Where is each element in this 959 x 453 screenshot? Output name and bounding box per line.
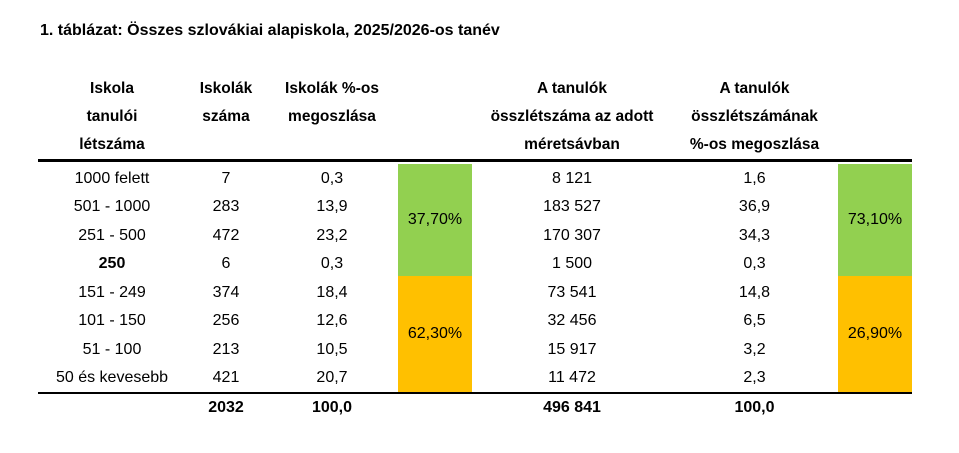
- students-cell: 183 527: [543, 198, 601, 215]
- header-school-count: [186, 75, 266, 131]
- school-pct-cell: 0,3: [320, 255, 344, 272]
- school-pct-cell: 20,7: [316, 369, 348, 386]
- students-cell: 15 917: [547, 341, 597, 358]
- student-pct-cell: 2,3: [743, 369, 766, 386]
- group-value: 26,90%: [847, 325, 903, 342]
- students-cell: 73 541: [547, 284, 597, 301]
- students-cell: 1 500: [551, 255, 593, 272]
- size-cell: 250: [98, 255, 126, 272]
- total-school-pct: 100,0: [311, 399, 353, 416]
- header-line: összlétszámának: [691, 108, 818, 125]
- students-group-upper: [838, 164, 912, 276]
- total-students: 496 841: [543, 399, 601, 416]
- student-pct-cell: 0,3: [743, 255, 766, 272]
- group-value: 37,70%: [407, 211, 463, 228]
- schools-cell: 283: [212, 198, 240, 215]
- students-group-lower: [838, 276, 912, 392]
- schools-cell: 213: [212, 341, 240, 358]
- total-student-pct: 100,0: [734, 399, 775, 416]
- schools-cell: 374: [212, 284, 240, 301]
- school-pct-cell: 18,4: [316, 284, 348, 301]
- schools-cell: 6: [221, 255, 231, 272]
- schools-group-lower: [398, 276, 472, 392]
- students-cell: 32 456: [547, 312, 597, 329]
- student-pct-cell: 6,5: [743, 312, 766, 329]
- header-line: Iskola: [90, 80, 134, 97]
- header-line: tanulói: [86, 108, 138, 125]
- header-student-pct: [672, 75, 837, 159]
- student-pct-cell: 36,9: [738, 198, 771, 215]
- students-cell: 170 307: [543, 227, 601, 244]
- header-line: száma: [202, 108, 250, 125]
- school-pct-cell: 0,3: [320, 170, 344, 187]
- header-line: A tanulók: [719, 80, 790, 97]
- size-cell: 151 - 249: [78, 284, 146, 301]
- student-pct-cell: 3,2: [743, 341, 766, 358]
- size-cell: 50 és kevesebb: [55, 369, 169, 386]
- group-value: 73,10%: [847, 211, 903, 228]
- header-line: összlétszáma az adott: [490, 108, 654, 125]
- header-line: méretsávban: [524, 136, 620, 153]
- students-cell: 11 472: [548, 369, 596, 386]
- header-line: Iskolák: [199, 80, 253, 97]
- school-pct-cell: 13,9: [316, 198, 348, 215]
- total-schools: 2032: [208, 399, 244, 416]
- size-cell: 1000 felett: [74, 170, 150, 187]
- school-pct-cell: 23,2: [316, 227, 348, 244]
- size-cell: 51 - 100: [82, 341, 142, 358]
- header-line: Iskolák %-os: [285, 80, 379, 97]
- table-title: 1. táblázat: Összes szlovákiai alapiskola, 2025/2026-os tanév: [40, 22, 500, 39]
- schools-cell: 472: [212, 227, 240, 244]
- header-school-pct: [266, 75, 398, 131]
- schools-cell: 256: [212, 312, 240, 329]
- schools-group-upper: [398, 164, 472, 276]
- header-line: megoszlása: [288, 108, 376, 125]
- student-pct-cell: 1,6: [743, 170, 766, 187]
- size-cell: 251 - 500: [78, 227, 146, 244]
- header-student-total: [472, 75, 672, 159]
- size-cell: 501 - 1000: [73, 198, 151, 215]
- header-divider: [38, 159, 912, 162]
- school-pct-cell: 10,5: [316, 341, 348, 358]
- school-pct-cell: 12,6: [316, 312, 348, 329]
- schools-cell: 421: [212, 369, 240, 386]
- header-line: létszáma: [79, 136, 145, 153]
- student-pct-cell: 14,8: [738, 284, 771, 301]
- group-value: 62,30%: [407, 325, 463, 342]
- student-pct-cell: 34,3: [738, 227, 771, 244]
- students-cell: 8 121: [551, 170, 593, 187]
- header-school-size: [38, 75, 186, 159]
- size-cell: 101 - 150: [78, 312, 146, 329]
- header-line: A tanulók: [536, 80, 608, 97]
- header-line: %-os megoszlása: [689, 136, 820, 153]
- schools-cell: 7: [221, 170, 231, 187]
